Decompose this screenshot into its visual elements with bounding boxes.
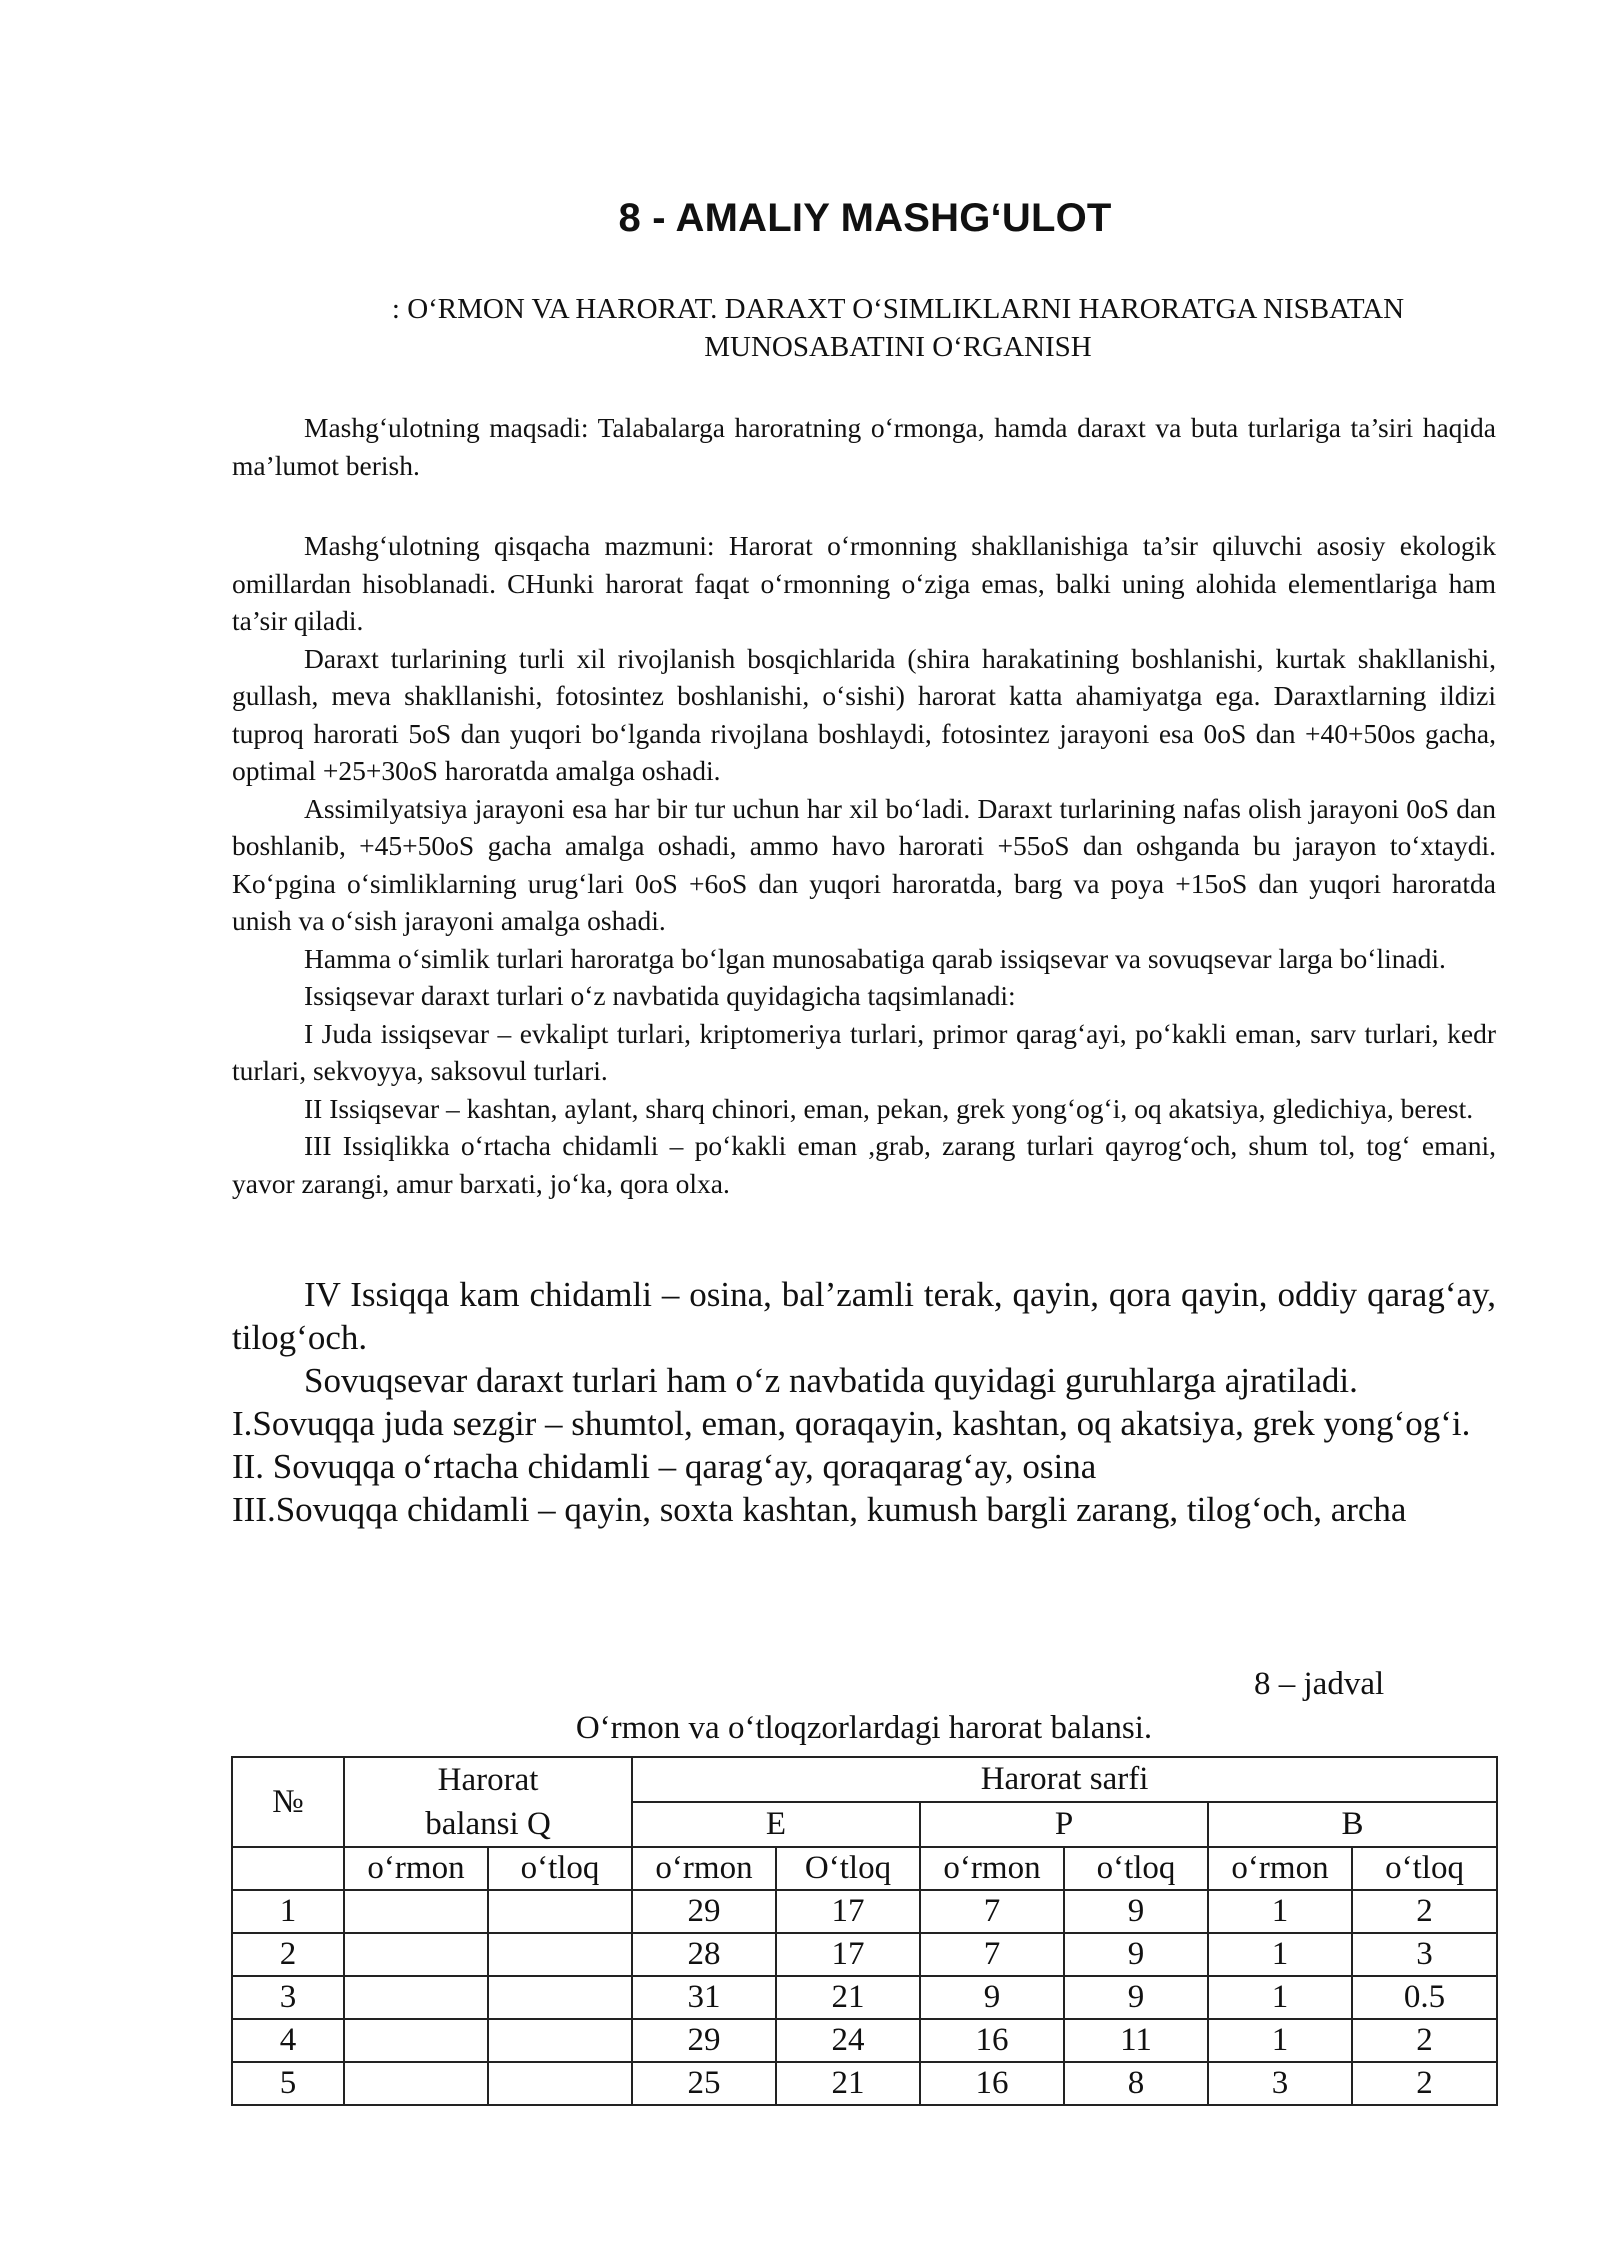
table-cell: 16 <box>920 2062 1064 2105</box>
table-cell: 17 <box>776 1890 920 1933</box>
column-header-p: P <box>920 1802 1208 1847</box>
paragraph: III Issiqlikka o‘rtacha chidamli – po‘kakli eman ,grab, zarang turlari qayrog‘och, shum tol, tog‘ emani, yavor zarangi, amur barxati, jo‘ka, qora olxa. <box>232 1130 1496 1199</box>
list-item: II. Sovuqqa o‘rtacha chidamli – qarag‘ay, qoraqarag‘ay, osina <box>232 1447 1097 1486</box>
list-item: III.Sovuqqa chidamli – qayin, soxta kashtan, kumush bargli zarang, tilog‘och, archa <box>232 1490 1407 1529</box>
table-cell: 7 <box>920 1933 1064 1976</box>
table-subheader-row <box>232 1847 1497 1890</box>
table-cell: 9 <box>1064 1890 1208 1933</box>
column-header-heat-balance <box>344 1757 632 1847</box>
table-cell <box>344 2019 488 2062</box>
table-cell <box>488 2019 632 2062</box>
table-cell <box>488 1890 632 1933</box>
table-cell: 4 <box>232 2019 344 2062</box>
table-row <box>232 1933 1497 1976</box>
table-label: 8 – jadval <box>1254 1666 1385 1702</box>
classification-section <box>232 1273 1496 1531</box>
page-title: 8 - AMALIY MASHG‘ULOT <box>618 196 1112 240</box>
table-cell: 3 <box>1352 1933 1497 1976</box>
subheader-cell: O‘tloq <box>776 1847 920 1890</box>
table-cell: 1 <box>1208 2019 1352 2062</box>
subheader-cell: o‘rmon <box>920 1847 1064 1890</box>
table-cell: 1 <box>1208 1976 1352 2019</box>
table-cell: 29 <box>632 1890 776 1933</box>
paragraph: Mashg‘ulotning qisqacha mazmuni: Harorat o‘rmonning shakllanishiga ta’sir qiluvchi asosiy ekologik omillardan hisoblanadi. CHunki harorat faqat o‘rmonning o‘ziga emas, balki uning alohida elementlariga ham ta’sir qiladi. <box>232 530 1496 636</box>
table-caption: O‘rmon va o‘tloqzorlardagi harorat balansi. <box>575 1710 1153 1746</box>
subheader-cell: o‘rmon <box>1208 1847 1352 1890</box>
table-cell <box>344 2062 488 2105</box>
subheader-cell: o‘tloq <box>1352 1847 1497 1890</box>
table-row <box>232 1976 1497 2019</box>
header-text: Harorat <box>437 1762 539 1798</box>
table-cell: 3 <box>232 1976 344 2019</box>
table-cell <box>488 2062 632 2105</box>
table-cell: 1 <box>232 1890 344 1933</box>
table-cell: 1 <box>1208 1933 1352 1976</box>
content-section <box>232 527 1496 1202</box>
column-header-e: E <box>632 1802 920 1847</box>
table-cell: 8 <box>1064 2062 1208 2105</box>
column-header-heat-expense: Harorat sarfi <box>632 1757 1497 1802</box>
table-cell: 3 <box>1208 2062 1352 2105</box>
header-text: balansi Q <box>425 1806 551 1842</box>
table-cell: 28 <box>632 1933 776 1976</box>
table-cell: 11 <box>1064 2019 1208 2062</box>
subheader-cell: o‘rmon <box>632 1847 776 1890</box>
table-cell: 24 <box>776 2019 920 2062</box>
table-cell: 29 <box>632 2019 776 2062</box>
table-cell: 7 <box>920 1890 1064 1933</box>
purpose-section <box>232 409 1496 484</box>
topic-heading-line-1: : O‘RMON VA HARORAT. DARAXT O‘SIMLIKLARNI HARORATGA NISBATAN <box>391 293 1405 325</box>
table-row <box>232 1890 1497 1933</box>
subheader-cell: o‘rmon <box>344 1847 488 1890</box>
paragraph: Daraxt turlarining turli xil rivojlanish bosqichlarida (shira harakatining boshlanishi, kurtak shakllanishi, gullash, meva shakllanishi, fotosintez boshlanishi, o‘sishi) harorat katta ahamiyatga ega. Daraxtlarning ildizi tuproq harorati 5oS dan yuqori bo‘lganda rivojlana boshlaydi, fotosintez jarayoni esa 0oS dan +40+50os gacha, optimal +25+30oS haroratda amalga oshadi. <box>232 642 1496 786</box>
table-cell <box>344 1890 488 1933</box>
table-cell: 5 <box>232 2062 344 2105</box>
paragraph: Hamma o‘simlik turlari haroratga bo‘lgan munosabatiga qarab issiqsevar va sovuqsevar larga bo‘linadi. <box>304 942 1446 974</box>
paragraph: IV Issiqqa kam chidamli – osina, bal’zamli terak, qayin, qora qayin, oddiy qarag‘ay, tilog‘och. <box>232 1275 1496 1357</box>
list-item: I.Sovuqqa juda sezgir – shumtol, eman, qoraqayin, kashtan, oq akatsiya, grek yong‘og‘i. <box>232 1404 1471 1443</box>
table-cell: 2 <box>1352 1890 1497 1933</box>
purpose-paragraph: Mashg‘ulotning maqsadi: Talabalarga haroratning o‘rmonga, hamda daraxt va buta turlariga ta’siri haqida ma’lumot berish. <box>232 412 1496 481</box>
table-cell <box>488 1976 632 2019</box>
heat-balance-table <box>231 1756 1498 2106</box>
table-cell: 0.5 <box>1352 1976 1497 2019</box>
table-cell <box>232 1847 344 1890</box>
table-cell <box>344 1933 488 1976</box>
paragraph: Assimilyatsiya jarayoni esa har bir tur uchun har xil bo‘ladi. Daraxt turlarining nafas olish jarayoni 0oS dan boshlanib, +45+50oS gacha amalga oshadi, ammo havo harorati +55oS dan oshganda bu jarayon to‘xtaydi. Ko‘pgina o‘simliklarning urug‘lari 0oS +6oS dan yuqori haroratda, barg va poya +15oS dan yuqori haroratda unish va o‘sish jarayoni amalga oshadi. <box>232 792 1496 936</box>
topic-heading-line-2: MUNOSABATINI O‘RGANISH <box>704 331 1092 363</box>
table-cell: 9 <box>920 1976 1064 2019</box>
subheader-cell: o‘tloq <box>1064 1847 1208 1890</box>
table-cell: 9 <box>1064 1976 1208 2019</box>
table-row <box>232 2062 1497 2105</box>
table-cell: 2 <box>1352 2062 1497 2105</box>
table-row <box>232 2019 1497 2062</box>
subheader-cell: o‘tloq <box>488 1847 632 1890</box>
topic-heading <box>300 290 1496 366</box>
table-cell: 17 <box>776 1933 920 1976</box>
table-cell: 2 <box>232 1933 344 1976</box>
column-header-b: B <box>1208 1802 1497 1847</box>
table-cell: 16 <box>920 2019 1064 2062</box>
paragraph: Sovuqsevar daraxt turlari ham o‘z navbatida quyidagi guruhlarga ajratiladi. <box>304 1361 1358 1400</box>
table-cell <box>488 1933 632 1976</box>
table-cell: 21 <box>776 2062 920 2105</box>
paragraph: I Juda issiqsevar – evkalipt turlari, kriptomeriya turlari, primor qarag‘ayi, po‘kakli eman, sarv turlari, kedr turlari, sekvoyya, saksovul turlari. <box>232 1017 1496 1086</box>
table-cell: 25 <box>632 2062 776 2105</box>
paragraph: II Issiqsevar – kashtan, aylant, sharq chinori, eman, pekan, grek yong‘og‘i, oq akatsiya, gledichiya, berest. <box>304 1092 1474 1124</box>
table-cell: 2 <box>1352 2019 1497 2062</box>
table-cell: 1 <box>1208 1890 1352 1933</box>
table-cell: 31 <box>632 1976 776 2019</box>
table-cell: 21 <box>776 1976 920 2019</box>
column-header-number: № <box>232 1757 344 1847</box>
table-cell: 9 <box>1064 1933 1208 1976</box>
paragraph: Issiqsevar daraxt turlari o‘z navbatida quyidagicha taqsimlanadi: <box>304 980 1016 1011</box>
table-cell <box>344 1976 488 2019</box>
table-header-row <box>232 1757 1497 1802</box>
